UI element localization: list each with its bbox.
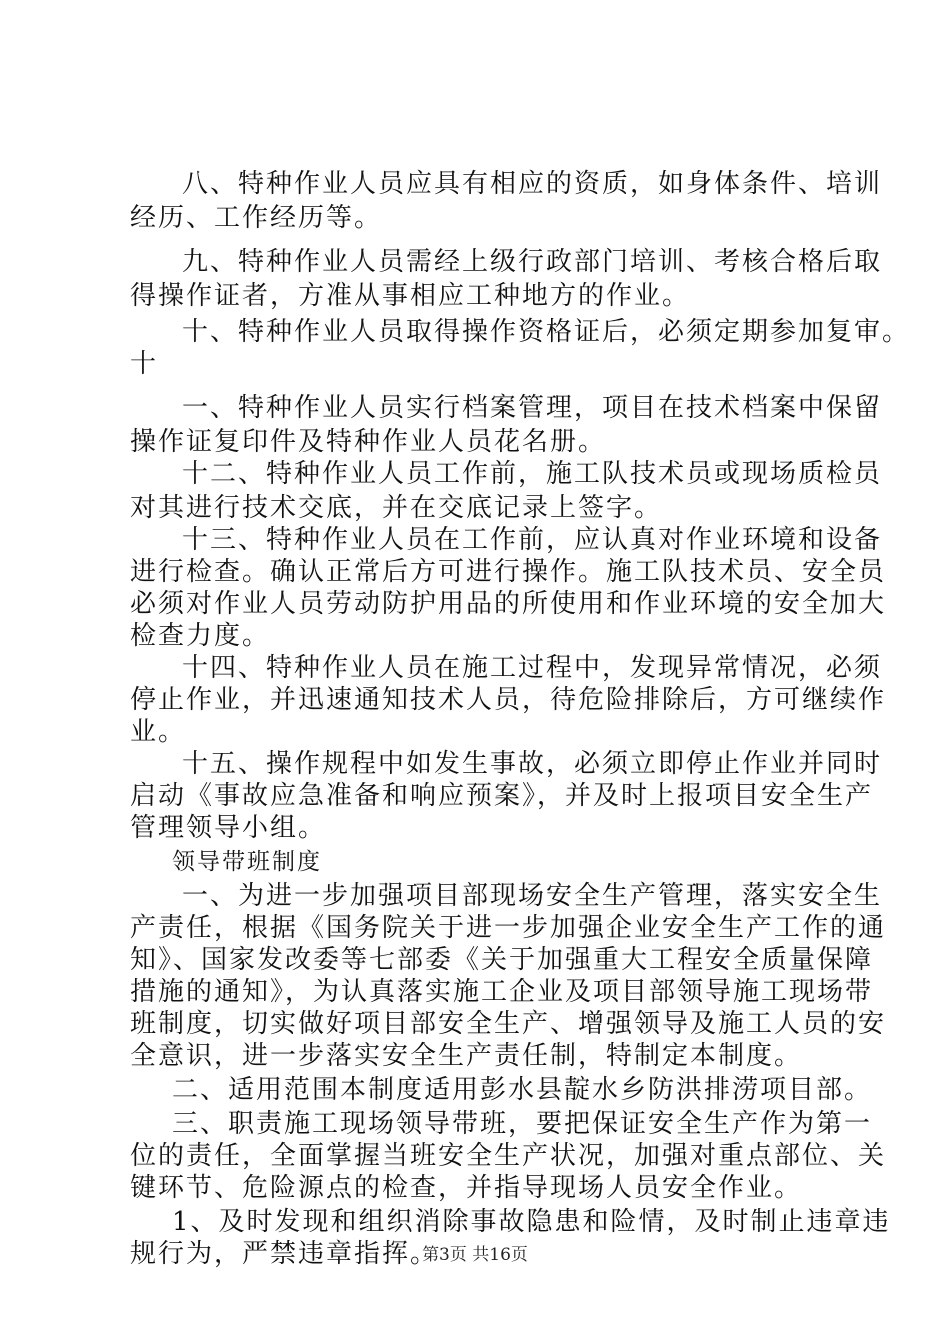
text-line: 全意识，进一步落实安全生产责任制，特制定本制度。 <box>130 1041 803 1071</box>
text-line: 一、为进一步加强项目部现场安全生产管理，落实安全生 <box>182 881 883 911</box>
text-line: 措施的通知》，为认真落实施工企业及项目部领导施工现场带 <box>130 977 874 1007</box>
text-line: 十、特种作业人员取得操作资格证后，必须定期参加复审。 <box>182 317 911 347</box>
text-line: 十四、特种作业人员在施工过程中，发现异常情况，必须 <box>182 653 883 683</box>
text-line: 得操作证者，方准从事相应工种地方的作业。 <box>130 281 691 311</box>
text-line: 对其进行技术交底，并在交底记录上签字。 <box>130 493 663 523</box>
text-line: 1、及时发现和组织消除事故隐患和险情，及时制止违章违 <box>172 1207 891 1237</box>
text-line: 必须对作业人员劳动防护用品的所使用和作业环境的安全加大 <box>130 589 887 619</box>
text-line: 位的责任，全面掌握当班安全生产状况，加强对重点部位、关 <box>130 1141 887 1171</box>
text-line: 九、特种作业人员需经上级行政部门培训、考核合格后取 <box>182 247 883 277</box>
text-line: 规行为，严禁违章指挥。 <box>130 1239 439 1269</box>
text-line: 三、职责施工现场领导带班，要把保证安全生产作为第一 <box>172 1109 873 1139</box>
text-line: 一、特种作业人员实行档案管理，项目在技术档案中保留 <box>182 393 883 423</box>
text-line: 二、适用范围本制度适用彭水县靛水乡防洪排涝项目部。 <box>172 1075 873 1105</box>
text-line: 产责任，根据《国务院关于进一步加强企业安全生产工作的通 <box>130 913 887 943</box>
text-line: 十五、操作规程中如发生事故，必须立即停止作业并同时 <box>182 749 883 779</box>
page-number-footer: 第3页 共16页 <box>422 1245 528 1265</box>
text-line: 操作证复印件及特种作业人员花名册。 <box>130 427 607 457</box>
text-line: 知》、国家发改委等七部委《关于加强重大工程安全质量保障 <box>130 945 874 975</box>
text-line: 检查力度。 <box>130 621 271 651</box>
text-line: 进行检查。确认正常后方可进行操作。施工队技术员、安全员 <box>130 557 887 587</box>
text-line: 管理领导小组。 <box>130 813 327 843</box>
text-line: 经历、工作经历等。 <box>130 203 383 233</box>
text-line: 八、特种作业人员应具有相应的资质，如身体条件、培训 <box>182 169 883 199</box>
text-line: 启动《事故应急准备和响应预案》，并及时上报项目安全生产 <box>130 781 874 811</box>
text-line: 键环节、危险源点的检查，并指导现场人员安全作业。 <box>130 1173 803 1203</box>
text-line: 班制度，切实做好项目部安全生产、增强领导及施工人员的安 <box>130 1009 887 1039</box>
text-line: 业。 <box>130 717 187 747</box>
text-line: 十二、特种作业人员工作前，施工队技术员或现场质检员 <box>182 459 883 489</box>
text-line: 十三、特种作业人员在工作前，应认真对作业环境和设备 <box>182 525 883 555</box>
text-line: 停止作业，并迅速通知技术人员，待危险排除后，方可继续作 <box>130 685 887 715</box>
section-heading: 领导带班制度 <box>172 849 322 875</box>
text-line: 十 <box>130 349 159 379</box>
